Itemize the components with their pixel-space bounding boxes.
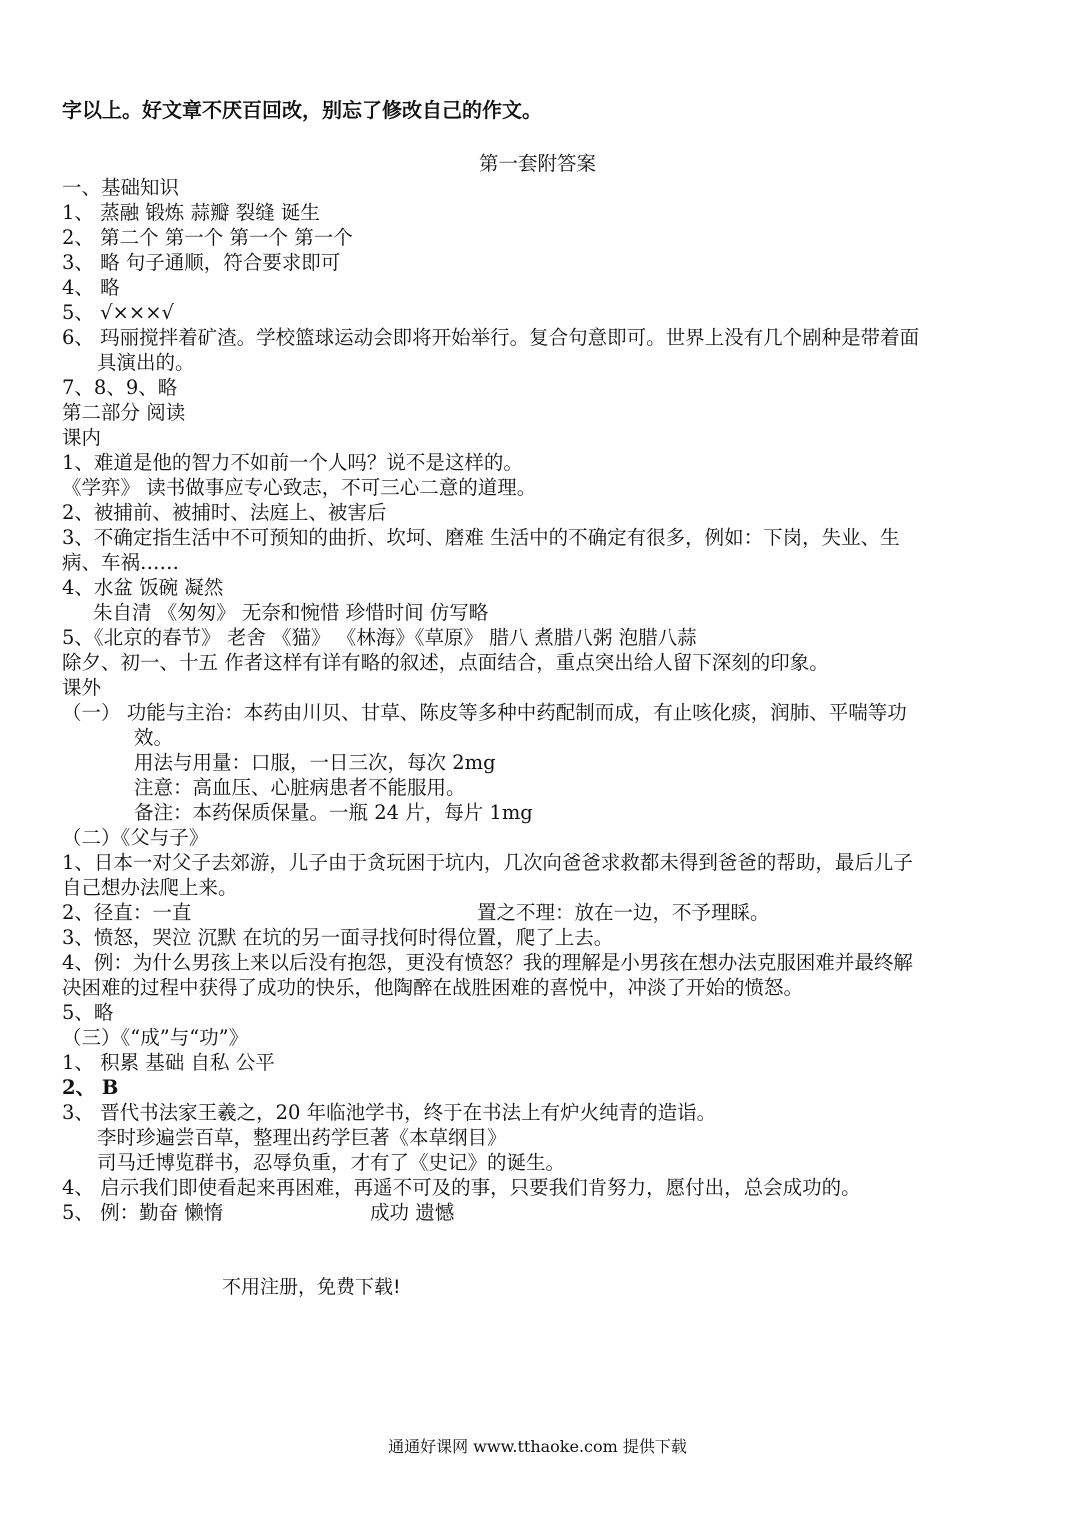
- part1-item-1: 1、 蒸融 锻炼 蒜瓣 裂缝 诞生: [62, 201, 320, 224]
- kewai1-line-2: 效。: [134, 726, 174, 749]
- kewai3-line-4: 李时珍遍尝百草，整理出药学巨著《本草纲目》: [97, 1126, 507, 1149]
- kewai1-line-1: （一） 功能与主治：本药由川贝、甘草、陈皮等多种中药配制而成，有止咳化痰，润肺、平喘等功: [62, 701, 907, 724]
- kewai2-line-2: 自己想办法爬上来。: [62, 876, 238, 899]
- kenei-line-9: 除夕、初一、十五 作者这样有详有略的叙述，点面结合，重点突出给人留下深刻的印象。: [62, 651, 829, 674]
- kewai3-line-3: 3、 晋代书法家王羲之，20 年临池学书，终于在书法上有炉火纯青的造诣。: [62, 1101, 717, 1124]
- page-footer: 通通好课网 www.tthaoke.com 提供下载: [388, 1437, 687, 1456]
- kewai1-line-3: 用法与用量：口服，一日三次，每次 2mg: [134, 751, 496, 774]
- part1-item-5: 5、 √×××√: [62, 301, 174, 324]
- kewai3-line-7a: 5、 例：勤奋 懒惰: [62, 1201, 224, 1224]
- kewai2-line-6: 决困难的过程中获得了成功的快乐，他陶醉在战胜困难的喜悦中，冲淡了开始的愤怒。: [62, 976, 804, 999]
- part1-item-7: 7、8、9、略: [62, 376, 178, 399]
- part2-heading: 第二部分 阅读: [62, 401, 186, 424]
- kewai2-heading: （二）《父与子》: [62, 826, 209, 849]
- kenei-heading: 课内: [62, 426, 102, 449]
- kewai3-line-7b: 成功 遗憾: [370, 1201, 455, 1224]
- kewai1-line-4: 注意：高血压、心脏病患者不能服用。: [134, 776, 466, 799]
- kewai2-line-7: 5、略: [62, 1001, 114, 1024]
- kewai1-line-5: 备注：本药保质保量。一瓶 24 片，每片 1mg: [134, 801, 533, 824]
- download-ad: 不用注册，免费下载!: [222, 1276, 401, 1298]
- kenei-line-3: 2、被捕前、被捕时、法庭上、被害后: [62, 501, 387, 524]
- part1-item-6-cont: 具演出的。: [97, 351, 195, 374]
- part1-item-4: 4、 略: [62, 276, 120, 299]
- kenei-line-6: 4、水盆 饭碗 凝然: [62, 576, 224, 599]
- kenei-line-8: 5、《北京的春节》 老舍 《猫》 《林海》《草原》 腊八 煮腊八粥 泡腊八蒜: [62, 626, 697, 649]
- part1-item-3: 3、 略 句子通顺，符合要求即可: [62, 251, 341, 274]
- kewai3-heading: （三）《“成”与“功”》: [62, 1026, 249, 1049]
- kewai3-line-1: 1、 积累 基础 自私 公平: [62, 1051, 275, 1074]
- kewai2-line-5: 4、例：为什么男孩上来以后没有抱怨，更没有愤怒？我的理解是小男孩在想办法克服困难并最终解: [62, 951, 913, 974]
- kewai3-line-5: 司马迁博览群书，忍辱负重，才有了《史记》的诞生。: [97, 1151, 566, 1174]
- kewai2-line-1: 1、日本一对父子去郊游，儿子由于贪玩困于坑内，几次向爸爸求救都未得到爸爸的帮助，最后儿子: [62, 851, 913, 874]
- part1-item-6: 6、 玛丽搅拌着矿渣。学校篮球运动会即将开始举行。复合句意即可。世界上没有几个剧种是带着面: [62, 326, 920, 349]
- part1-item-2: 2、 第二个 第一个 第一个 第一个: [62, 226, 353, 249]
- kenei-line-7: 朱自清 《匆匆》 无奈和惋惜 珍惜时间 仿写略: [93, 601, 489, 624]
- kewai2-line-3b: 置之不理：放在一边，不予理睬。: [477, 901, 770, 924]
- kenei-line-4: 3、不确定指生活中不可预知的曲折、坎坷、磨难 生活中的不确定有很多，例如：下岗，失业、生: [62, 526, 900, 549]
- kewai2-line-3a: 2、径直：一直: [62, 901, 192, 924]
- kewai2-line-4: 3、愤怒，哭泣 沉默 在坑的另一面寻找何时得位置，爬了上去。: [62, 926, 614, 949]
- kenei-line-2: 《学弈》 读书做事应专心致志，不可三心二意的道理。: [62, 476, 537, 499]
- kewai-heading: 课外: [62, 676, 102, 699]
- top-note: 字以上。好文章不厌百回改，别忘了修改自己的作文。: [62, 98, 542, 122]
- kewai3-line-2: 2、 B: [62, 1076, 119, 1099]
- kewai3-line-6: 4、 启示我们即使看起来再困难，再遥不可及的事，只要我们肯努力，愿付出，总会成功的。: [62, 1176, 861, 1199]
- part1-heading: 一、基础知识: [62, 176, 180, 199]
- answer-title: 第一套附答案: [478, 152, 596, 175]
- kenei-line-5: 病、车祸……: [62, 551, 180, 574]
- kenei-line-1: 1、难道是他的智力不如前一个人吗？说不是这样的。: [62, 451, 523, 474]
